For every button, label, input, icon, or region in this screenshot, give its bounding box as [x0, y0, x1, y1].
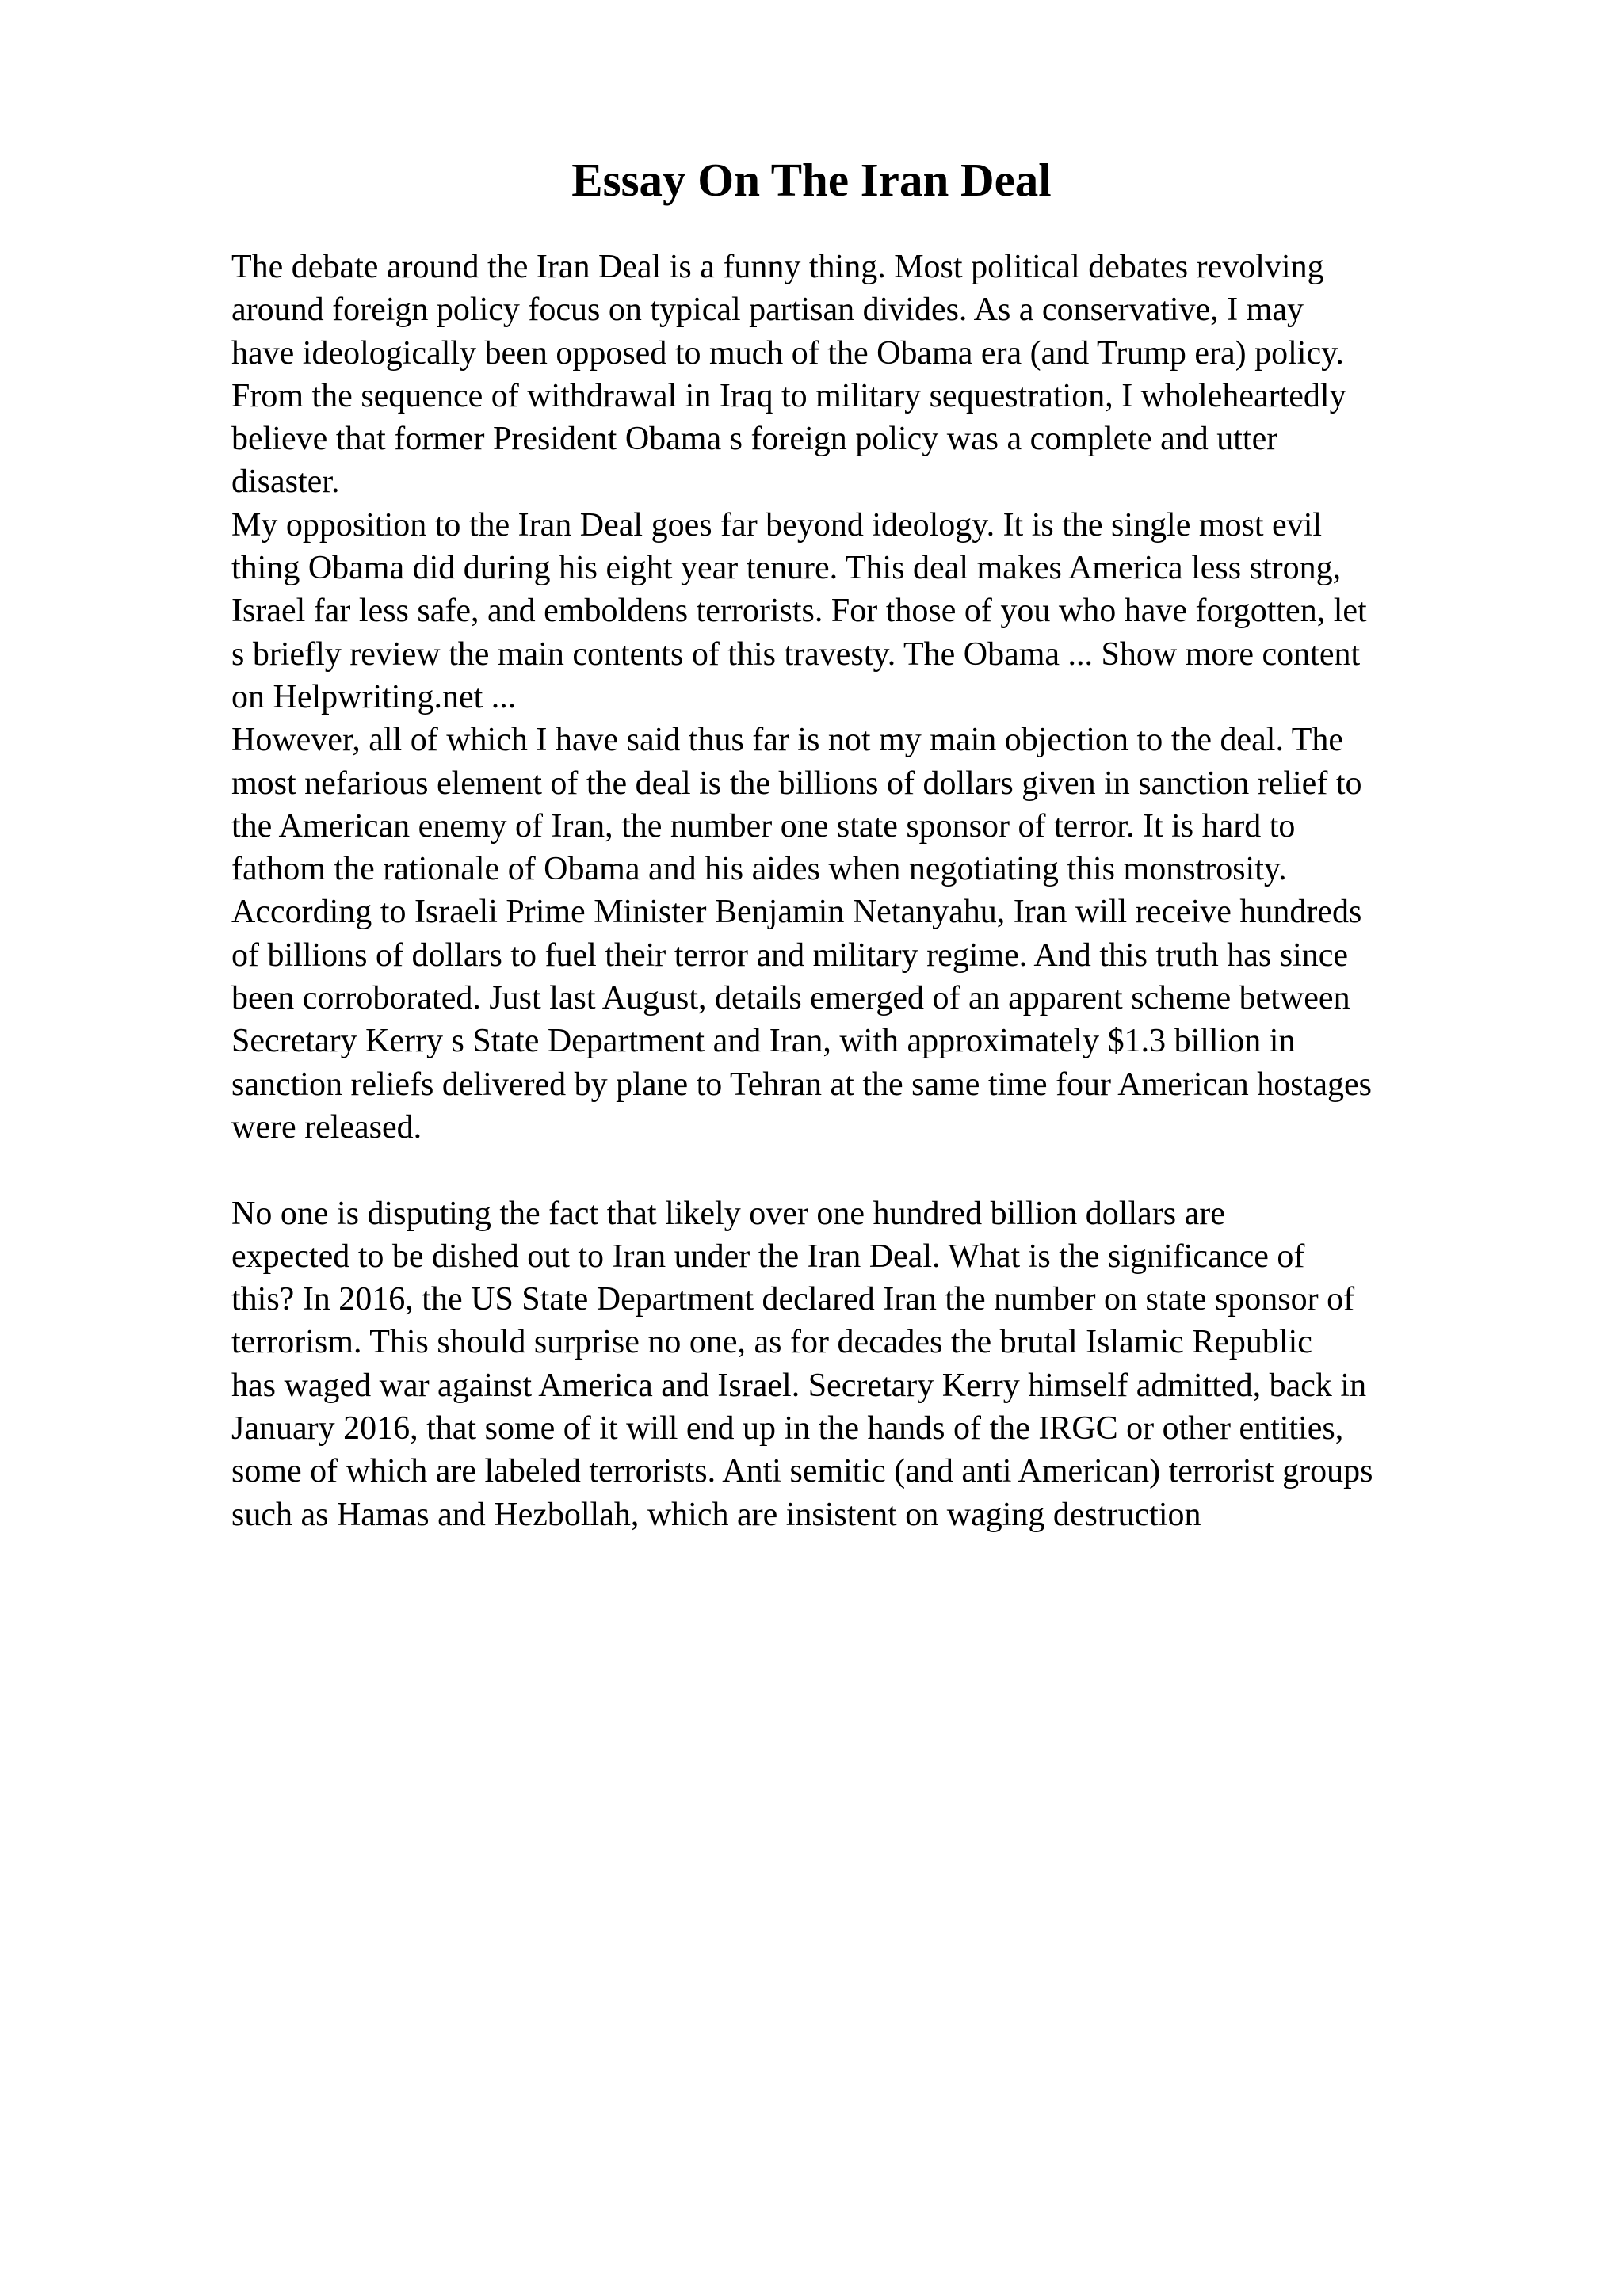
- text-line: around foreign policy focus on typical partisan divides. As a conservative, I may: [231, 292, 1304, 329]
- text-line: this? In 2016, the US State Department declared Iran the number on state sponsor of: [231, 1281, 1355, 1318]
- document-title: Essay On The Iran Deal: [571, 154, 1052, 206]
- text-line: January 2016, that some of it will end up in the hands of the IRGC or other entities,: [231, 1410, 1344, 1447]
- text-line: expected to be dished out to Iran under the Iran Deal. What is the significance of: [231, 1238, 1305, 1275]
- paragraph-2: [231, 504, 1531, 719]
- text-line: such as Hamas and Hezbollah, which are insistent on waging destruction: [231, 1496, 1201, 1533]
- text-line: believe that former President Obama s foreign policy was a complete and utter: [231, 421, 1278, 458]
- text-line: on Helpwriting.net ...: [231, 678, 517, 715]
- text-line: thing Obama did during his eight year tenure. This deal makes America less strong,: [231, 550, 1342, 587]
- text-line: Secretary Kerry s State Department and Iran, with approximately $1.3 billion in: [231, 1023, 1296, 1060]
- text-line: No one is disputing the fact that likely over one hundred billion dollars are: [231, 1195, 1225, 1232]
- text-line: s briefly review the main contents of this travesty. The Obama ... Show more content: [231, 635, 1361, 673]
- text-line: the American enemy of Iran, the number one state sponsor of terror. It is hard to: [231, 807, 1296, 845]
- text-line: of billions of dollars to fuel their terror and military regime. And this truth has since: [231, 936, 1349, 974]
- text-line: terrorism. This should surprise no one, as for decades the brutal Islamic Republic: [231, 1324, 1312, 1361]
- text-line: fathom the rationale of Obama and his aides when negotiating this monstrosity.: [231, 851, 1287, 888]
- document-body: [231, 246, 1531, 1536]
- paragraph-4: [231, 1192, 1531, 1536]
- text-line: most nefarious element of the deal is the billions of dollars given in sanction relief to: [231, 765, 1362, 802]
- text-line: some of which are labeled terrorists. Anti semitic (and anti American) terrorist groups: [231, 1453, 1373, 1490]
- text-line: Israel far less safe, and emboldens terrorists. For those of you who have forgotten, let: [231, 593, 1367, 630]
- text-line: disaster.: [231, 463, 340, 501]
- paragraph-3: [231, 719, 1531, 1149]
- text-line: has waged war against America and Israel. Secretary Kerry himself admitted, back in: [231, 1367, 1367, 1404]
- text-line: sanction reliefs delivered by plane to Tehran at the same time four American hostages: [231, 1066, 1372, 1103]
- text-line: My opposition to the Iran Deal goes far beyond ideology. It is the single most evil: [231, 506, 1323, 543]
- text-line: The debate around the Iran Deal is a funny thing. Most political debates revolving: [231, 249, 1324, 285]
- text-line: have ideologically been opposed to much of the Obama era (and Trump era) policy.: [231, 334, 1344, 372]
- text-line: According to Israeli Prime Minister Benjamin Netanyahu, Iran will receive hundreds: [231, 894, 1362, 931]
- text-line: From the sequence of withdrawal in Iraq to military sequestration, I wholeheartedly: [231, 377, 1346, 414]
- text-line: However, all of which I have said thus far is not my main objection to the deal. The: [231, 722, 1344, 759]
- text-line: been corroborated. Just last August, details emerged of an apparent scheme between: [231, 980, 1350, 1017]
- text-line: were released.: [231, 1108, 422, 1146]
- paragraph-1: [231, 246, 1531, 504]
- paragraph-spacer: [231, 1149, 1531, 1192]
